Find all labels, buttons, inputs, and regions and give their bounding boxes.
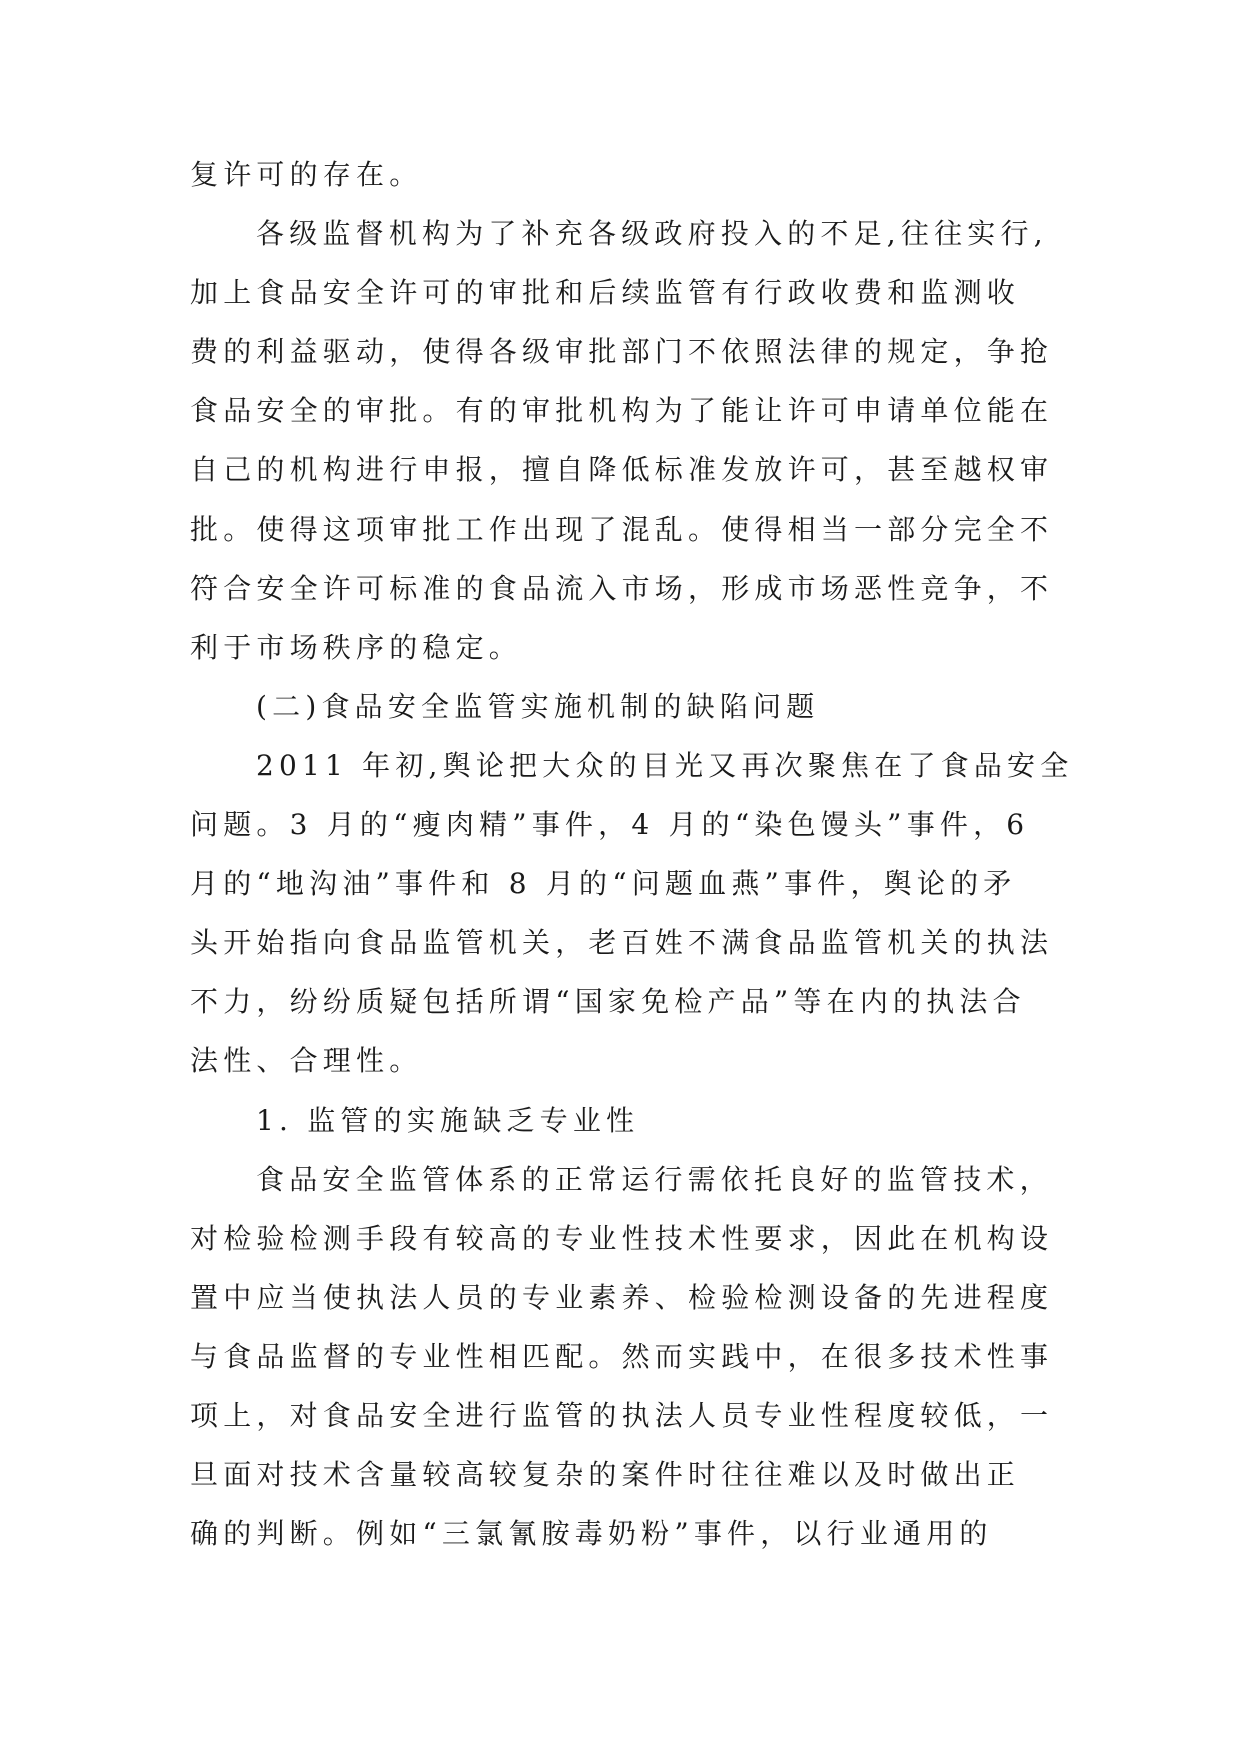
- paragraph-approval-issues: [190, 204, 1090, 677]
- text-line: 问题。3 月的“瘦肉精”事件，4 月的“染色馒头”事件，6: [190, 808, 1030, 842]
- paragraph-2011-incidents: [190, 736, 1090, 1091]
- document-page: [190, 145, 1090, 1563]
- text-line: 法性、合理性。: [190, 1044, 423, 1078]
- text-line: 费的利益驱动，使得各级审批部门不依照法律的规定，争抢: [190, 335, 1054, 369]
- text-line: 项上，对食品安全进行监管的执法人员专业性程度较低，一: [190, 1398, 1054, 1432]
- text-line: 利于市场秩序的稳定。: [190, 630, 523, 664]
- text-line: 头开始指向食品监管机关，老百姓不满食品监管机关的执法: [190, 926, 1054, 960]
- heading-line: (二)食品安全监管实施机制的缺陷问题: [256, 689, 820, 723]
- text-line: 批。使得这项审批工作出现了混乱。使得相当一部分完全不: [190, 512, 1054, 546]
- text-line: 确的判断。例如“三氯氰胺毒奶粉”事件，以行业通用的: [190, 1517, 993, 1551]
- text-line: 复许可的存在。: [190, 158, 423, 191]
- text-line: 食品安全监管体系的正常运行需依托良好的监管技术，: [256, 1162, 1053, 1196]
- subsection-heading: [190, 1091, 1090, 1150]
- text-line: 旦面对技术含量较高较复杂的案件时往往难以及时做出正: [190, 1458, 1021, 1492]
- text-line: 食品安全的审批。有的审批机构为了能让许可申请单位能在: [190, 394, 1054, 428]
- text-line: 各级监督机构为了补充各级政府投入的不足,往往实行,: [256, 217, 1048, 251]
- heading-line: 1. 监管的实施缺乏专业性: [256, 1103, 640, 1137]
- text-line: 2011 年初,舆论把大众的目光又再次聚焦在了食品安全: [256, 748, 1074, 782]
- text-line: 自己的机构进行申报，擅自降低标准发放许可，甚至越权审: [190, 453, 1054, 487]
- paragraph-continuation: [190, 145, 1090, 204]
- text-line: 符合安全许可标准的食品流入市场，形成市场恶性竞争，不: [190, 571, 1054, 605]
- paragraph-professionalism: [190, 1150, 1090, 1564]
- text-line: 不力，纷纷质疑包括所谓“国家免检产品”等在内的执法合: [190, 985, 1026, 1019]
- text-line: 月的“地沟油”事件和 8 月的“问题血燕”事件，舆论的矛: [190, 867, 1017, 901]
- text-line: 置中应当使执法人员的专业素养、检验检测设备的先进程度: [190, 1280, 1054, 1314]
- text-line: 加上食品安全许可的审批和后续监管有行政收费和监测收: [190, 276, 1021, 310]
- section-heading: [190, 677, 1090, 736]
- text-line: 对检验检测手段有较高的专业性技术性要求，因此在机构设: [190, 1221, 1054, 1255]
- text-line: 与食品监督的专业性相匹配。然而实践中，在很多技术性事: [190, 1339, 1054, 1373]
